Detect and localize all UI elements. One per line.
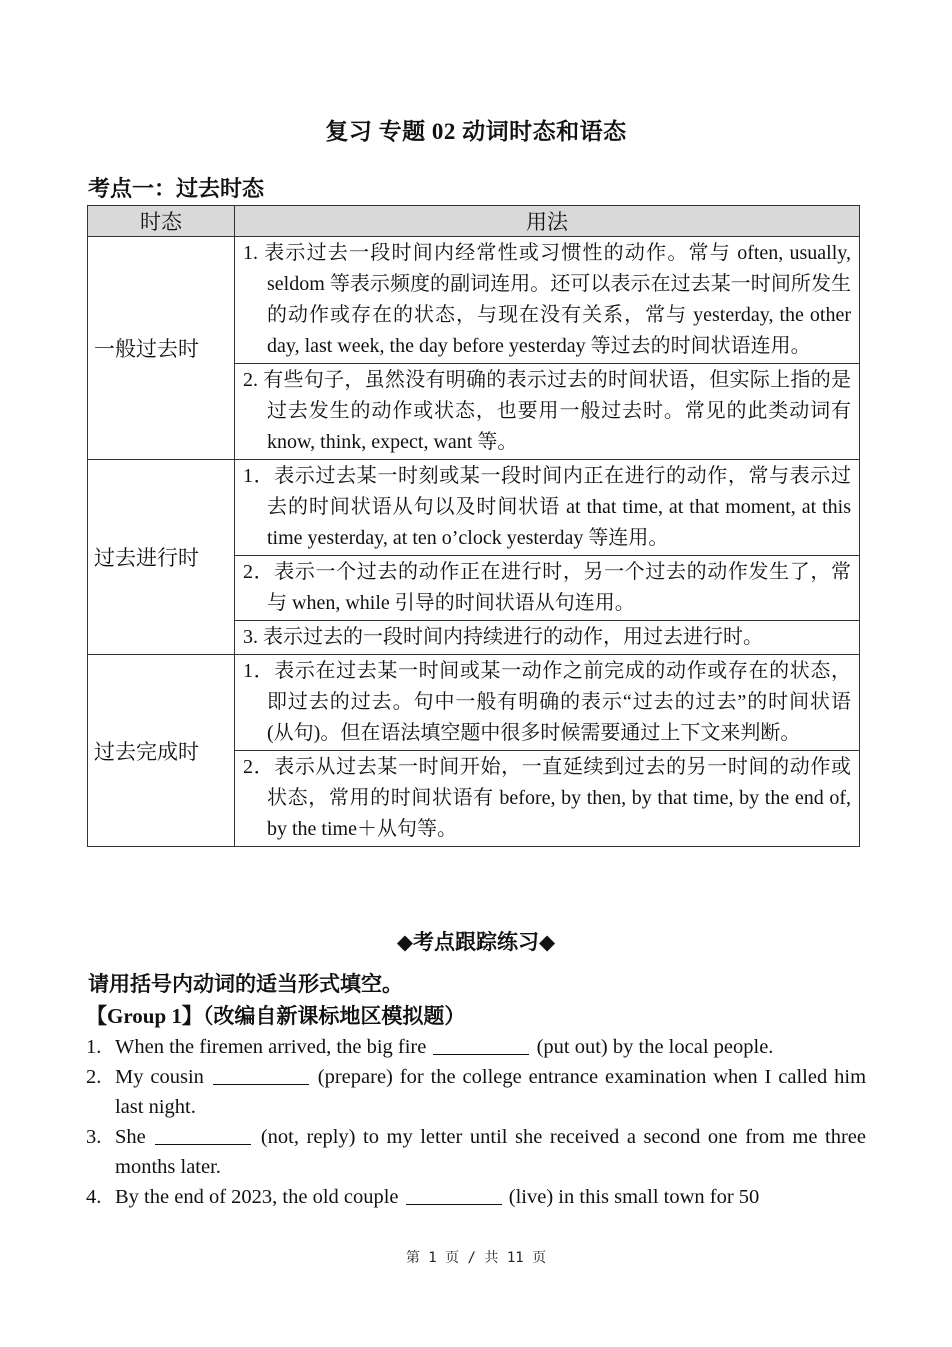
question-number: 1. — [86, 1036, 102, 1058]
question-text-before: By the end of 2023, the old couple — [115, 1186, 399, 1208]
usage-text: 1．表示在过去某一时间或某一动作之前完成的动作或存在的状态，即过去的过去。句中一般有明确的表示“过去的过去”的时间状语(从句)。但在语法填空题中很多时候需要通过上下文来判断。 — [243, 660, 851, 744]
usage-cell — [235, 751, 860, 847]
question-number: 2. — [86, 1066, 102, 1088]
table-header-row — [88, 206, 860, 237]
tense-cell: 过去进行时 — [88, 460, 235, 655]
group-subtitle: （改编自新课标地区模拟题） — [202, 1004, 466, 1028]
usage-cell — [235, 364, 860, 460]
usage-text: 2．表示从过去某一时间开始，一直延续到过去的另一时间的动作或状态，常用的时间状语有 before, by then, by that time, by the end of, by the time＋从句等。 — [243, 756, 851, 840]
page-title: 复习 专题 02 动词时态和语态 — [325, 119, 627, 144]
tense-cell: 一般过去时 — [88, 237, 235, 460]
tense-usage-table — [87, 205, 860, 847]
question-text-before: My cousin — [115, 1066, 204, 1088]
question-text-before: She — [115, 1126, 146, 1148]
question-item — [86, 1122, 866, 1182]
answer-blank[interactable] — [433, 1034, 529, 1055]
question-list — [86, 1032, 866, 1212]
usage-text: 1．表示过去某一时刻或某一段时间内正在进行的动作，常与表示过去的时间状语从句以及时间状语 at that time, at that moment, at this time yesterday, at ten o’clock yesterday 等连用。 — [243, 465, 851, 549]
instructions: 请用括号内动词的适当形式填空。 — [88, 972, 403, 996]
question-text-after: (prepare) for the college entrance examination when I called him last night. — [115, 1066, 867, 1118]
question-item — [86, 1062, 866, 1122]
header-usage: 用法 — [235, 206, 860, 237]
question-text-after: (not, reply) to my letter until she received a second one from me three months later. — [115, 1126, 867, 1178]
tense-cell: 过去完成时 — [88, 655, 235, 847]
table-row — [88, 237, 860, 364]
group-label: 【Group 1】 — [86, 1004, 203, 1028]
usage-text: 2. 有些句子，虽然没有明确的表示过去的时间状语，但实际上指的是过去发生的动作或状态，也要用一般过去时。常见的此类动词有 know, think, expect, want 等。 — [243, 369, 851, 453]
usage-cell — [235, 460, 860, 556]
question-text-after: (live) in this small town for 50 — [508, 1186, 760, 1208]
usage-cell — [235, 556, 860, 621]
usage-cell — [235, 655, 860, 751]
usage-cell — [235, 237, 860, 364]
header-tense: 时态 — [88, 206, 235, 237]
question-item — [86, 1032, 866, 1062]
page-footer: 第 1 页 / 共 11 页 — [405, 1250, 547, 1266]
question-number: 4. — [86, 1186, 102, 1208]
usage-text: 1. 表示过去一段时间内经常性或习惯性的动作。常与 often, usually, seldom 等表示频度的副词连用。还可以表示在过去某一时间所发生的动作或存在的状态，与现在没有关系，常与 yesterday, the other day, last week, the day before yesterday 等过去的时间状语连用。 — [243, 242, 851, 357]
answer-blank[interactable] — [155, 1124, 251, 1145]
table-row — [88, 655, 860, 751]
usage-cell — [235, 621, 860, 655]
answer-blank[interactable] — [213, 1064, 309, 1085]
question-text-after: (put out) by the local people. — [536, 1036, 774, 1058]
table-row — [88, 460, 860, 556]
answer-blank[interactable] — [406, 1184, 502, 1205]
practice-title: ◆考点跟踪练习◆ — [396, 930, 556, 954]
question-item — [86, 1182, 866, 1212]
usage-text: 2．表示一个过去的动作正在进行时，另一个过去的动作发生了，常与 when, while 引导的时间状语从句连用。 — [243, 561, 851, 614]
section-heading: 考点一：过去时态 — [88, 176, 265, 201]
group-title — [86, 1000, 465, 1030]
usage-text: 3. 表示过去的一段时间内持续进行的动作，用过去进行时。 — [243, 626, 763, 648]
question-text-before: When the firemen arrived, the big fire — [115, 1036, 427, 1058]
question-number: 3. — [86, 1126, 102, 1148]
